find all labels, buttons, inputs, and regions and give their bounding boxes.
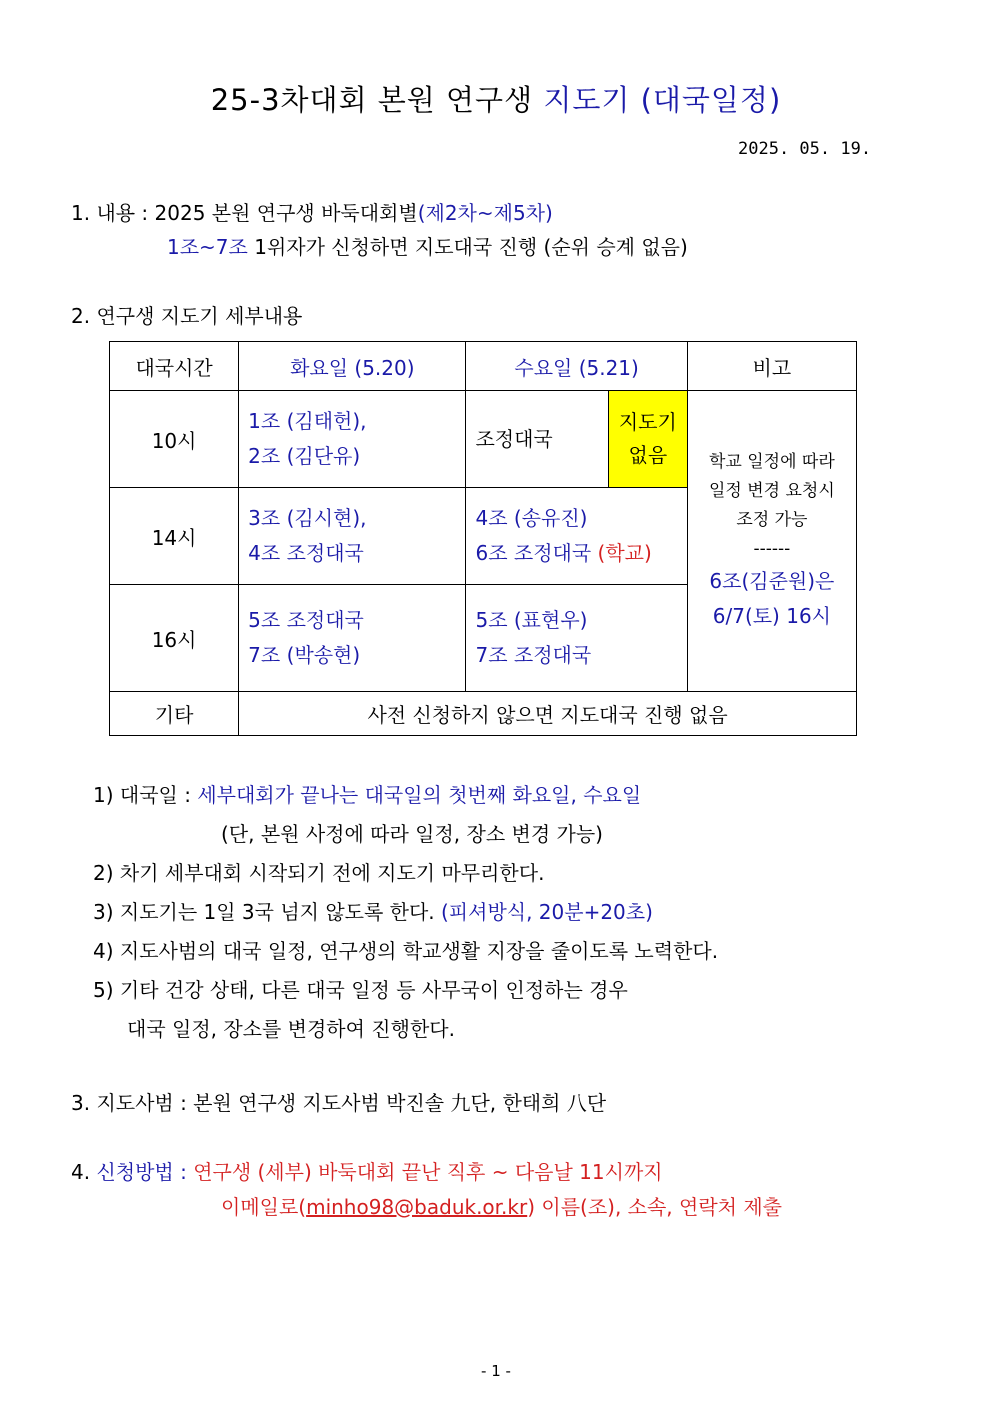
list-item: 4) 지도사범의 대국 일정, 연구생의 학교생활 지장을 줄이도록 노력한다.: [93, 939, 719, 963]
wednesday-line: 4조 (송유진): [475, 506, 588, 530]
footer-text: 사전 신청하지 않으면 지도대국 진행 없음: [239, 692, 857, 736]
list-item: 2) 차기 세부대회 시작되기 전에 지도기 마무리한다.: [93, 861, 545, 885]
header-note: 비고: [687, 342, 856, 391]
list-item: 1) 대국일 : 세부대회가 끝나는 대국일의 첫번째 화요일, 수요일: [93, 783, 642, 807]
list-item: 3) 지도기는 1일 3국 넘지 않도록 한다. (피셔방식, 20분+20초): [93, 900, 653, 924]
list-item: (단, 본원 사정에 따라 일정, 장소 변경 가능): [221, 822, 603, 846]
row-wednesday: [466, 585, 687, 692]
note-line: 6/7(토) 16시: [712, 604, 831, 628]
row-time: 14시: [110, 488, 239, 585]
badge-line: 지도기: [618, 410, 677, 434]
table-footer-row: [110, 692, 857, 736]
no-lesson-badge: [608, 391, 687, 488]
email-link[interactable]: minho98@baduk.or.kr: [306, 1195, 528, 1219]
section4-line2: 이메일로(minho98@baduk.or.kr) 이름(조), 소속, 연락처 제출: [221, 1195, 782, 1219]
note-line: 학교 일정에 따라: [708, 452, 835, 472]
section1-line1: 1. 내용 : 2025 본원 연구생 바둑대회별(제2차~제5차): [71, 201, 553, 225]
section4-line1: 4. 신청방법 : 연구생 (세부) 바둑대회 끝난 직후 ~ 다음날 11시까지: [71, 1160, 663, 1184]
list-item: 5) 기타 건강 상태, 다른 대국 일정 등 사무국이 인정하는 경우: [93, 978, 628, 1002]
note-line: 일정 변경 요청시: [708, 481, 835, 501]
list-item: 대국 일정, 장소를 변경하여 진행한다.: [127, 1017, 455, 1041]
tuesday-line: 2조 (김단유): [248, 444, 361, 468]
section2-heading: 2. 연구생 지도기 세부내용: [71, 304, 303, 328]
table-header-row: [110, 342, 857, 391]
row-tuesday: [239, 488, 466, 585]
section1-line2: 1조~7조 1위자가 신청하면 지도대국 진행 (순위 승계 없음): [167, 235, 688, 259]
badge-line: 없음: [628, 443, 668, 467]
row-tuesday: [239, 391, 466, 488]
tuesday-line: 1조 (김태헌),: [248, 409, 367, 433]
tuesday-line: 3조 (김시현),: [248, 506, 367, 530]
note-line: ------: [753, 539, 791, 559]
page-number: - 1 -: [481, 1362, 511, 1380]
table-row: [110, 391, 857, 488]
page-title: 25-3차대회 본원 연구생 지도기 (대국일정): [210, 83, 782, 117]
row-tuesday: [239, 585, 466, 692]
schedule-table: [109, 341, 857, 736]
wednesday-line: 6조 조정대국 (학교): [475, 541, 652, 565]
row-wednesday: [466, 488, 687, 585]
wednesday-line: 7조 조정대국: [475, 643, 592, 667]
section3-instructors: 3. 지도사범 : 본원 연구생 지도사범 박진솔 九단, 한태희 八단: [71, 1091, 607, 1115]
document-date: 2025. 05. 19.: [738, 139, 872, 159]
tuesday-line: 4조 조정대국: [248, 541, 364, 565]
wednesday-line: 5조 (표현우): [475, 608, 588, 632]
footer-label: 기타: [110, 692, 239, 736]
header-time: 대국시간: [110, 342, 239, 391]
header-tuesday: 화요일 (5.20): [239, 342, 466, 391]
row-time: 16시: [110, 585, 239, 692]
note-line: 6조(김준원)은: [709, 569, 835, 593]
tuesday-line: 7조 (박송현): [248, 643, 361, 667]
tuesday-line: 5조 조정대국: [248, 608, 364, 632]
note-cell: [687, 391, 856, 692]
row-time: 10시: [110, 391, 239, 488]
row-wednesday: 조정대국: [466, 391, 608, 488]
note-line: 조정 가능: [736, 510, 808, 530]
header-wednesday: 수요일 (5.21): [466, 342, 687, 391]
